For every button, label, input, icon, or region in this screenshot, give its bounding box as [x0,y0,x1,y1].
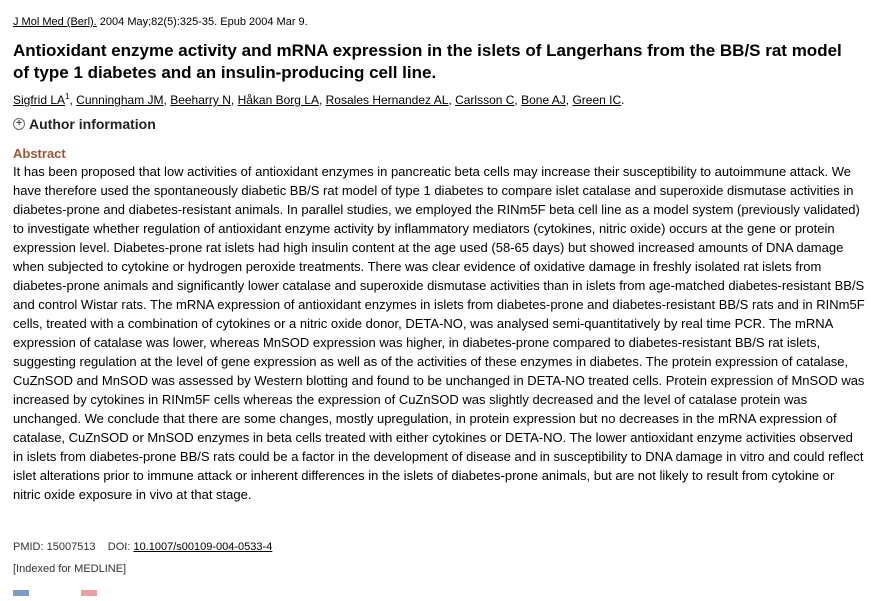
author-link[interactable]: Rosales Hernandez AL [325,93,449,107]
doi-label: DOI: [107,541,134,553]
full-text-link-icon[interactable] [81,590,97,596]
doi-link[interactable]: 10.1007/s00109-004-0533-4 [133,541,273,553]
citation [13,16,308,28]
bottom-icons [13,583,149,601]
author-link[interactable]: Beeharry N [170,93,231,107]
author-link[interactable]: Carlsson C [455,93,515,107]
article-title: Antioxidant enzyme activity and mRNA expression in the islets of Langerhans from the BB/S rat model of type 1 diabetes and an insulin-producing cell line. [13,41,842,82]
full-text-link-icon[interactable] [13,590,29,596]
author-affiliation-marker[interactable]: 1 [65,92,70,101]
author-link[interactable]: Bone AJ [521,93,566,107]
journal-link[interactable]: J Mol Med (Berl). [13,16,97,28]
author-information-label[interactable]: Author information [29,116,156,132]
pmid: PMID: 15007513 [13,541,96,553]
citation-details: 2004 May;82(5):325-35. Epub 2004 Mar 9. [96,16,308,28]
author-information-toggle[interactable] [13,116,156,132]
abstract-text: It has been proposed that low activities of antioxidant enzymes in pancreatic beta cells may increase their susceptibility to autoimmune attack. We have therefore used the spontaneously diabetic BB/S rat model of type 1 diabetes to compare islet catalase and superoxide dismutase activities in diabetes-prone and diabetes-resistant animals. In parallel studies, we employed the RINm5F beta cell line as a model system (previously validated) to investigate whether regulation of antioxidant enzyme activity by inflammatory mediators (cytokines, nitric oxide) occurs at the gene or protein expression level. Diabetes-prone rat islets had high insulin content at the age used (58-65 days) but showed increased amounts of DNA damage when subjected to cytokine or hydrogen peroxide treatments. There was clear evidence of oxidative damage in freshly isolated rat islets from diabetes-prone animals and significantly lower catalase and superoxide dismutase activities than in islets from age-matched diabetes-resistant BB/S and control Wistar rats. The mRNA expression of antioxidant enzymes in islets from diabetes-prone and diabetes-resistant BB/S rats and in RINm5F cells, treated with a combination of cytokines or a nitric oxide donor, DETA-NO, was analysed semi-quantitatively by real time PCR. The mRNA expression of catalase was lower, whereas MnSOD expression was higher, in diabetes-prone compared to diabetes-resistant BB/S rat islets, suggesting regulation at the level of gene expression as well as of the activities of these enzymes in diabetes. The protein expression of catalase, CuZnSOD and MnSOD was assessed by Western blotting and found to be unchanged in DETA-NO treated cells. Protein expression of MnSOD was increased by cytokines in RINm5F cells whereas the expression of CuZnSOD was slightly decreased and the level of catalase protein was unchanged. We conclude that there are some changes, mostly upregulation, in protein expression but no decreases in the mRNA expression of catalase, CuZnSOD or MnSOD enzymes in beta cells treated with either cytokines or DETA-NO. The lower antioxidant enzyme activities observed in islets from diabetes-prone BB/S rats could be a factor in the development of disease and in susceptibility to DNA damage in vitro and could reflect islet alterations prior to immune attack or inherent differences in the islets of diabetes-prone animals, but are not likely to result from cytokine or nitric oxide exposure in vivo at that stage. [13,164,865,502]
author-link[interactable]: Cunningham JM [76,93,164,107]
indexed-status: [Indexed for MEDLINE] [13,563,127,575]
author-link[interactable]: Håkan Borg LA [237,93,319,107]
abstract-heading: Abstract [13,146,66,161]
author-link[interactable]: Green IC [572,93,622,107]
plus-circle-icon[interactable]: + [13,118,25,130]
author-link[interactable]: Sigfrid LA [13,93,66,107]
article-identifiers [13,541,272,553]
author-list: Sigfrid $LA^1$, Cunningham JM, Beeharry N, Håkan Borg LA, Rosales Hernandez AL, Carlsson C, Bone AJ, Green IC. [13,92,625,107]
